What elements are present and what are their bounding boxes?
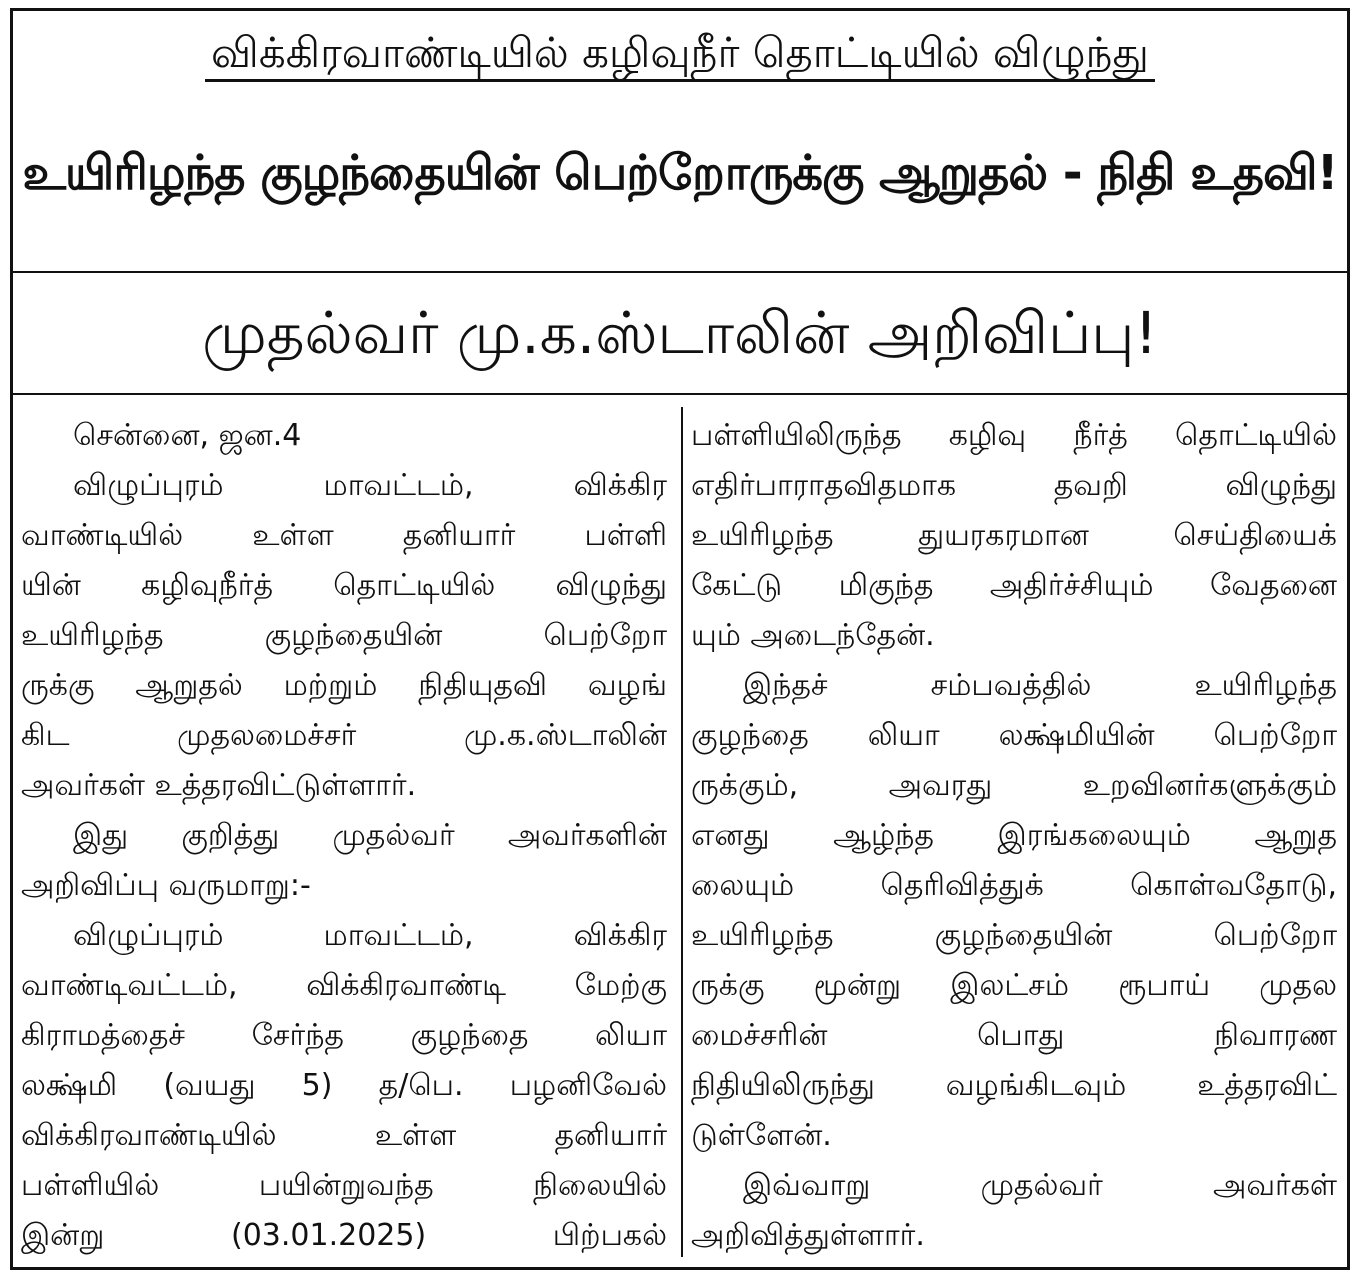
body-line: இந்தச் சம்பவத்தில் உயிரிழந்த <box>743 668 1337 703</box>
body-line: யும் அடைந்தேன். <box>691 618 935 653</box>
body-line: ருக்கு ஆறுதல் மற்றும் நிதியுதவி வழங் <box>21 668 667 703</box>
body-line: டுள்ளேன். <box>691 1118 832 1153</box>
body-line: விக்கிரவாண்டியில் உள்ள தனியார் <box>21 1118 667 1153</box>
news-clipping <box>10 8 1350 1270</box>
article-column-left <box>21 411 667 1261</box>
body-line: எனது ஆழ்ந்த இரங்கலையும் ஆறுத <box>691 818 1337 853</box>
body-line: குழந்தை லியா லக்ஷ்மியின் பெற்றோ <box>691 718 1337 753</box>
body-line: விழுப்புரம் மாவட்டம், விக்கிர <box>73 468 667 503</box>
dateline: சென்னை, ஜன.4 <box>73 418 302 453</box>
body-line: வாண்டிவட்டம், விக்கிரவாண்டி மேற்கு <box>21 968 667 1003</box>
body-line: லக்ஷ்மி (வயது 5) த/பெ. பழனிவேல் <box>21 1068 667 1103</box>
body-line: மைச்சரின் பொது நிவாரண <box>691 1018 1337 1053</box>
body-line: உயிரிழந்த குழந்தையின் பெற்றோ <box>21 618 667 653</box>
body-line: கேட்டு மிகுந்த அதிர்ச்சியும் வேதனை <box>691 568 1337 603</box>
column-divider <box>681 407 683 1257</box>
body-line: இவ்வாறு முதல்வர் அவர்கள் <box>743 1168 1337 1203</box>
body-line: கிட முதலமைச்சர் மு.க.ஸ்டாலின் <box>21 718 667 753</box>
body-line: யின் கழிவுநீர்த் தொட்டியில் விழுந்து <box>21 568 667 603</box>
body-line: ருக்கு மூன்று இலட்சம் ரூபாய் முதல <box>691 968 1337 1003</box>
headline: உயிரிழந்த குழந்தையின் பெற்றோருக்கு ஆறுதல் - நிதி உதவி! <box>22 145 1338 201</box>
article-column-right <box>691 411 1337 1261</box>
body-line: வாண்டியில் உள்ள தனியார் பள்ளி <box>21 518 667 553</box>
body-line: இது குறித்து முதல்வர் அவர்களின் <box>73 818 667 853</box>
body-line: ருக்கும், அவரது உறவினர்களுக்கும் <box>691 768 1337 803</box>
divider-rule <box>13 393 1347 395</box>
body-line: அறிவிப்பு வருமாறு:- <box>21 868 311 903</box>
body-line: பள்ளியிலிருந்த கழிவு நீர்த் தொட்டியில் <box>691 418 1337 453</box>
body-line: லையும் தெரிவித்துக் கொள்வதோடு, <box>691 868 1337 903</box>
body-line: பள்ளியில் பயின்றுவந்த நிலையில் <box>21 1168 667 1203</box>
body-line: இன்று (03.01.2025) பிற்பகல் <box>21 1218 667 1253</box>
body-line: அவர்கள் உத்தரவிட்டுள்ளார். <box>21 768 417 803</box>
divider-rule <box>13 271 1347 273</box>
body-line: அறிவித்துள்ளார். <box>691 1218 925 1253</box>
body-line: எதிர்பாராதவிதமாக தவறி விழுந்து <box>691 468 1337 503</box>
kicker-line <box>13 23 1347 83</box>
body-line: கிராமத்தைச் சேர்ந்த குழந்தை லியா <box>21 1018 667 1053</box>
body-line: நிதியிலிருந்து வழங்கிடவும் உத்தரவிட் <box>691 1068 1337 1103</box>
kicker-text: விக்கிரவாண்டியில் கழிவுநீர் தொட்டியில் விழுந்து <box>205 28 1155 82</box>
body-line: உயிரிழந்த துயரகரமான செய்தியைக் <box>691 518 1337 553</box>
body-line: விழுப்புரம் மாவட்டம், விக்கிர <box>73 918 667 953</box>
body-line: உயிரிழந்த குழந்தையின் பெற்றோ <box>691 918 1337 953</box>
subheadline: முதல்வர் மு.க.ஸ்டாலின் அறிவிப்பு! <box>202 299 1158 367</box>
